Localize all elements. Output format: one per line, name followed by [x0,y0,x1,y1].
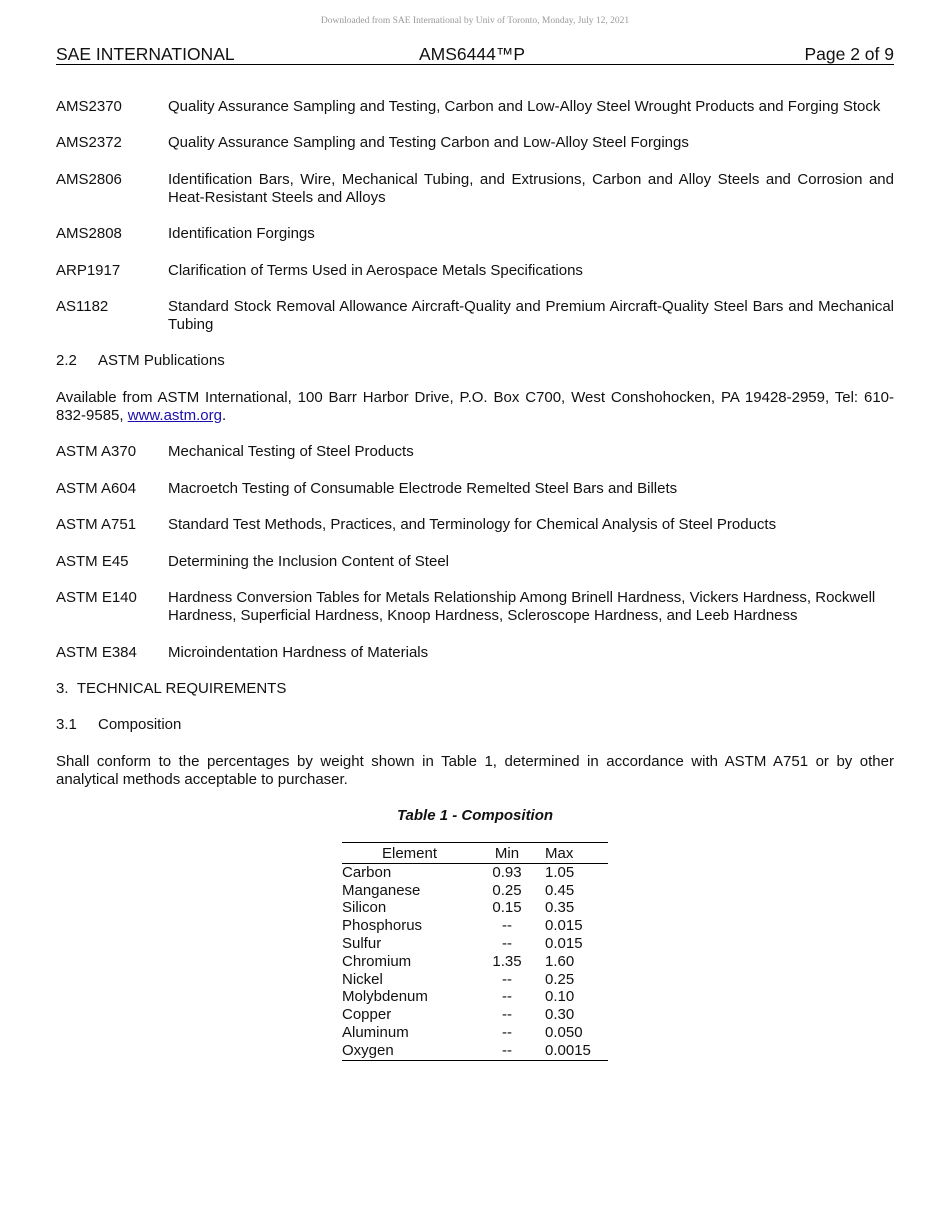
reference-title: Hardness Conversion Tables for Metals Relationship Among Brinell Hardness, Vickers Hardness, Rockwell Hardness, Superficial Hardness, Knoop Hardness, Scleroscope Hardness, and Leeb Hardness [168,589,876,624]
min-cell: -- [502,970,512,988]
min-cell: 0.93 [492,863,522,881]
reference-title: Macroetch Testing of Consumable Electrode Remelted Steel Bars and Billets [168,480,678,497]
reference-code: AMS2806 [56,171,122,188]
section-heading [56,716,894,734]
table-row [342,1024,608,1042]
min-cell: -- [502,1006,512,1024]
element-cell: Molybdenum [342,988,428,1006]
reference-entry [56,516,894,534]
section-title: ASTM Publications [98,352,225,369]
section-title: Composition [98,716,182,733]
reference-title: Identification Forgings [168,225,315,242]
element-cell: Phosphorus [342,917,423,935]
table-row [342,863,608,881]
min-cell: 1.35 [492,952,522,970]
reference-entry [56,589,894,625]
element-cell: Nickel [342,970,383,988]
max-cell: 1.60 [545,952,575,970]
header-page-number: Page 2 of 9 [804,44,894,64]
element-cell: Sulfur [342,934,382,952]
reference-code: AMS2808 [56,225,122,242]
table-row [342,1006,608,1024]
reference-entry [56,225,894,243]
reference-title: Clarification of Terms Used in Aerospace Metals Specifications [168,262,583,279]
element-cell: Copper [342,1006,392,1024]
reference-entry [56,134,894,152]
section-title: TECHNICAL REQUIREMENTS [76,680,287,697]
max-cell: 0.10 [545,988,575,1006]
section-number: 2.2 [56,352,77,369]
reference-title: Mechanical Testing of Steel Products [168,443,414,460]
header-doc-number: AMS6444™P [419,44,526,64]
reference-code: AMS2372 [56,134,122,151]
reference-code: ASTM E384 [56,644,137,661]
max-cell: 0.015 [545,917,583,935]
column-header: Max [537,843,608,864]
reference-entry [56,644,894,662]
min-cell: -- [502,1023,512,1041]
table-row [342,935,608,953]
reference-title: Quality Assurance Sampling and Testing, Carbon and Low-Alloy Steel Wrought Products and Forging Stock [168,98,881,115]
max-cell: 0.015 [545,934,583,952]
min-cell: -- [502,988,512,1006]
reference-code: ASTM A751 [56,516,137,533]
reference-entry [56,553,894,571]
reference-title: Microindentation Hardness of Materials [168,644,429,661]
reference-title: Standard Test Methods, Practices, and Terminology for Chemical Analysis of Steel Products [168,516,777,533]
table-header-row [342,843,608,864]
min-cell: 0.25 [492,881,522,899]
max-cell: 0.0015 [545,1041,591,1059]
table-row [342,953,608,971]
min-cell: -- [502,934,512,952]
table-row [342,971,608,989]
max-cell: 0.30 [545,1006,575,1024]
max-cell: 0.050 [545,1023,583,1041]
reference-entry [56,480,894,498]
reference-title: Determining the Inclusion Content of Steel [168,553,449,570]
reference-code: ASTM E140 [56,589,137,606]
reference-title: Standard Stock Removal Allowance Aircraft-Quality and Premium Aircraft-Quality Steel Bars and Mechanical Tubing [168,298,894,333]
section-number: 3. [56,680,69,697]
element-cell: Chromium [342,952,412,970]
max-cell: 0.25 [545,970,575,988]
max-cell: 0.35 [545,899,575,917]
reference-entry [56,171,894,207]
reference-entry [56,298,894,334]
element-cell: Silicon [342,899,387,917]
section-number: 3.1 [56,716,77,733]
reference-entry [56,98,894,116]
max-cell: 1.05 [545,863,575,881]
composition-table [342,842,608,1061]
astm-website-link[interactable]: www.astm.org [127,407,222,424]
section-heading [56,352,894,370]
element-cell: Oxygen [342,1041,394,1059]
reference-code: ASTM A604 [56,480,137,497]
column-header: Min [477,843,537,864]
reference-entry [56,262,894,280]
astm-availability [56,389,894,425]
reference-code: ASTM A370 [56,443,137,460]
element-cell: Manganese [342,881,421,899]
reference-code: ARP1917 [56,262,121,279]
composition-paragraph: Shall conform to the percentages by weight shown in Table 1, determined in accordance with ASTM A751 or by other analytical methods acceptable to purchaser. [56,753,894,788]
reference-title: Identification Bars, Wire, Mechanical Tubing, and Extrusions, Carbon and Alloy Steels and Corrosion and Heat-Resistant Steels and Alloys [168,171,894,206]
availability-end: . [221,407,227,424]
table-row [342,899,608,917]
table-row [342,1042,608,1060]
table-row [342,882,608,900]
min-cell: -- [502,917,512,935]
header-org: SAE INTERNATIONAL [56,44,235,64]
table-caption: Table 1 - Composition [396,807,554,824]
max-cell: 0.45 [545,881,575,899]
availability-text: Available from ASTM International, 100 Barr Harbor Drive, P.O. Box C700, West Conshohocken, PA 19428-2959, Tel: 610-832-9585, [56,389,894,424]
element-cell: Aluminum [342,1023,409,1041]
min-cell: 0.15 [492,899,522,917]
section-heading [56,680,894,698]
table-row [342,917,608,935]
download-watermark: Downloaded from SAE International by Univ of Toronto, Monday, July 12, 2021 [320,16,630,26]
min-cell: -- [502,1041,512,1059]
reference-title: Quality Assurance Sampling and Testing Carbon and Low-Alloy Steel Forgings [168,134,689,151]
column-header: Element [342,843,477,864]
reference-code: AS1182 [56,298,109,315]
table-row [342,988,608,1006]
element-cell: Carbon [342,863,392,881]
reference-code: ASTM E45 [56,553,129,570]
reference-entry [56,443,894,461]
reference-code: AMS2370 [56,98,122,115]
page-header [56,44,894,65]
